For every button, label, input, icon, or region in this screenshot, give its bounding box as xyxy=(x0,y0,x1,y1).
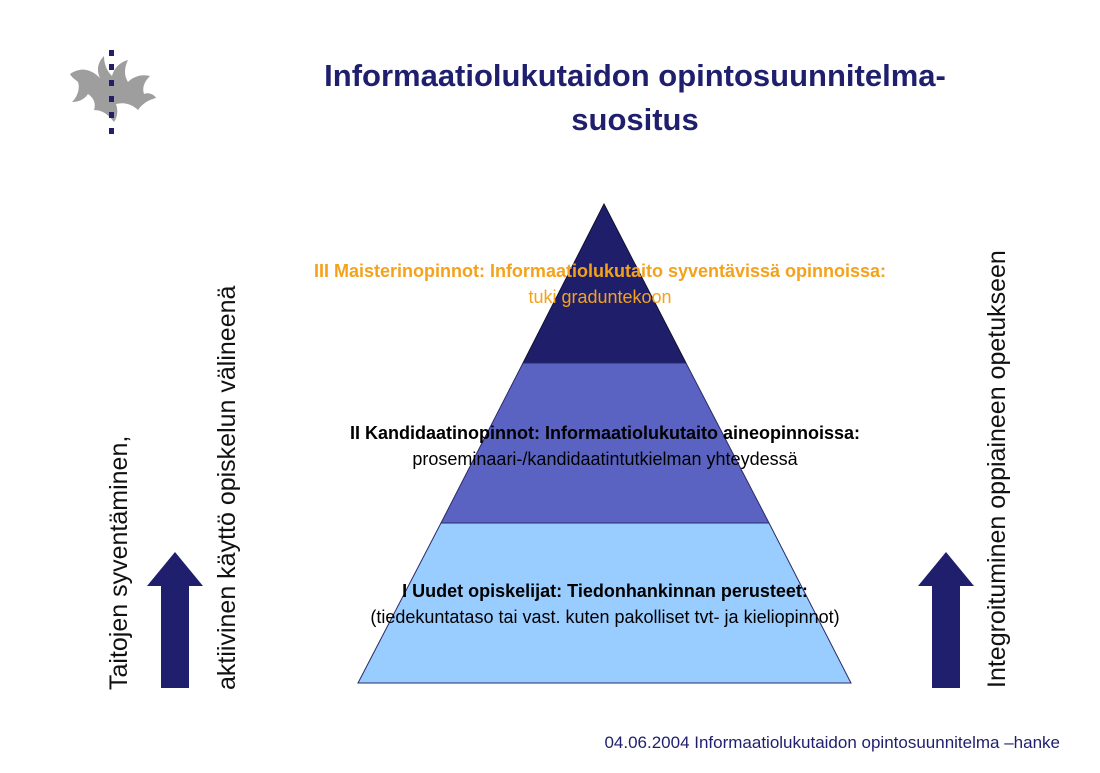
level-2-text xyxy=(205,420,1005,472)
footer-text: 04.06.2004 Informaatiolukutaidon opintosuunnitelma –hanke xyxy=(604,733,1060,752)
left-arrow-up-icon xyxy=(145,550,205,690)
level-3-heading: III Maisterinopinnot: Informaatiolukutaito syventävissä opinnoissa: xyxy=(313,261,887,281)
left-label-line-2: aktiivinen käyttö opiskelun välineenä xyxy=(213,285,241,690)
title-line-2: suositus xyxy=(571,102,699,137)
level-3-text xyxy=(200,258,1000,310)
level-2-detail: proseminaari-/kandidaatintutkielman yhteydessä xyxy=(412,449,798,469)
title-line-1: Informaatiolukutaidon opintosuunnitelma- xyxy=(324,58,946,93)
level-1-heading: I Uudet opiskelijat: Tiedonhankinnan perusteet: xyxy=(402,581,808,601)
level-2-heading: II Kandidaatinopinnot: Informaatiolukutaito aineopinnoissa: xyxy=(349,423,860,443)
left-label-line-1: Taitojen syventäminen, xyxy=(105,435,133,690)
level-3-detail: tuki graduntekoon xyxy=(528,287,672,307)
level-1-text xyxy=(205,578,1005,630)
right-label: Integroituminen oppiaineen opetukseen xyxy=(983,250,1011,688)
level-1-detail: (tiedekuntataso tai vast. kuten pakolliset tvt- ja kieliopinnot) xyxy=(370,607,840,627)
right-arrow-up-icon xyxy=(916,550,976,690)
